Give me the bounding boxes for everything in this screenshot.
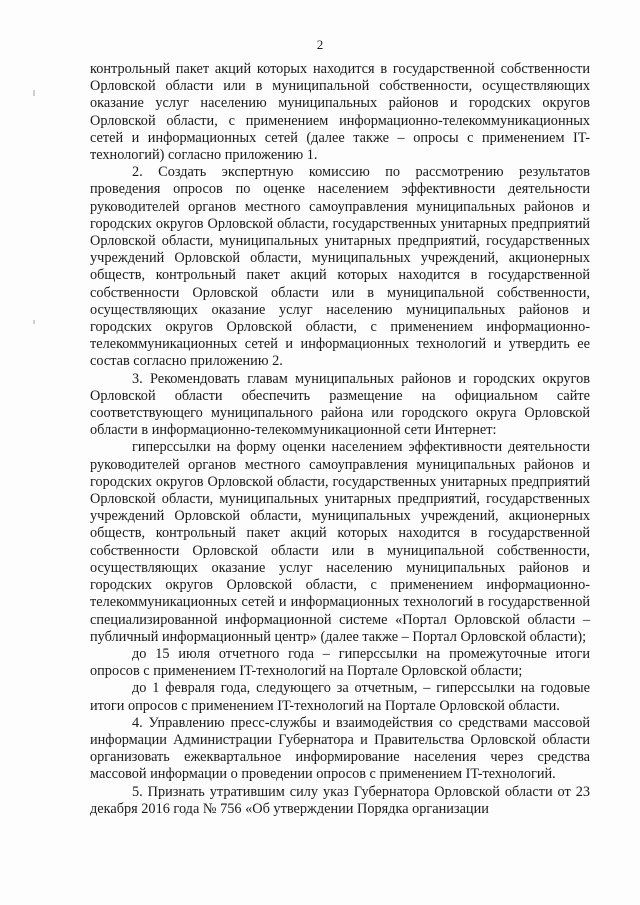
paragraph-item-3: 3. Рекомендовать главам муниципальных районов и городских округов Орловской области обеспечить размещение на официальном сайте соответствующего муниципального района или городского округа Орловской области в информационно-телекоммуникационной сети Интернет:: [90, 370, 590, 439]
page-number: 2: [316, 37, 324, 52]
paragraph-item-2: 2. Создать экспертную комиссию по рассмотрению результатов проведения опросов по оценке населением эффективности деятельности руководителей органов местного самоуправления муниципальных районов и городских округов Орловской области, государственных унитарных предприятий Орловской области, муниципальных унитарных предприятий, государственных учреждений Орловской области, муниципальных учреждений, акционерных обществ, контрольный пакет акций которых находится в государственной собственности Орловской области или в муниципальной собственности, осуществляющих оказание услуг населению муниципальных районов и городских округов Орловской области, с применением информационно-телекоммуникационных сетей и информационных технологий и утвердить ее состав согласно приложению 2.: [90, 164, 590, 370]
paragraph-interim-results: до 15 июля отчетного года – гиперссылки на промежуточные итоги опросов с применением IT-технологий на Портале Орловской области;: [90, 645, 590, 680]
paragraph-hyperlinks-form: гиперссылки на форму оценки населением эффективности деятельности руководителей органов местного самоуправления муниципальных районов и городских округов Орловской области, государственных унитарных предприятий Орловской области, муниципальных унитарных предприятий, государственных учреждений Орловской области, муниципальных учреждений, акционерных обществ, контрольный пакет акций которых находится в государственной собственности Орловской области или в муниципальной собственности, осуществляющих оказание услуг населению муниципальных районов и городских округов Орловской области, с применением информационно-телекоммуникационных сетей и информационных технологий в государственной специализированной информационной системе «Портал Орловской области – публичный информационный центр» (далее также – Портал Орловской области);: [90, 439, 590, 645]
document-body: [90, 61, 590, 818]
scan-artifact: [33, 320, 35, 324]
paragraph-item-4: 4. Управлению пресс-службы и взаимодействия со средствами массовой информации Администрации Губернатора и Правительства Орловской области организовать ежеквартальное информирование населения через средства массовой информации о проведении опросов с применением IT-технологий.: [90, 714, 590, 783]
paragraph-item-5: 5. Признать утратившим силу указ Губернатора Орловской области от 23 декабря 2016 года № 756 «Об утверждении Порядка организации: [90, 783, 590, 817]
paragraph-annual-results: до 1 февраля года, следующего за отчетным, – гиперссылки на годовые итоги опросов с применением IT-технологий на Портале Орловской области.: [90, 680, 590, 714]
scan-artifact: [33, 90, 35, 96]
paragraph-continuation: контрольный пакет акций которых находится в государственной собственности Орловской области или в муниципальной собственности, осуществляющих оказание услуг населению муниципальных районов и городских округов Орловской области, с применением информационно-телекоммуникационных сетей и информационных сетей (далее также – опросы с применением IT-технологий) согласно приложению 1.: [90, 61, 590, 164]
